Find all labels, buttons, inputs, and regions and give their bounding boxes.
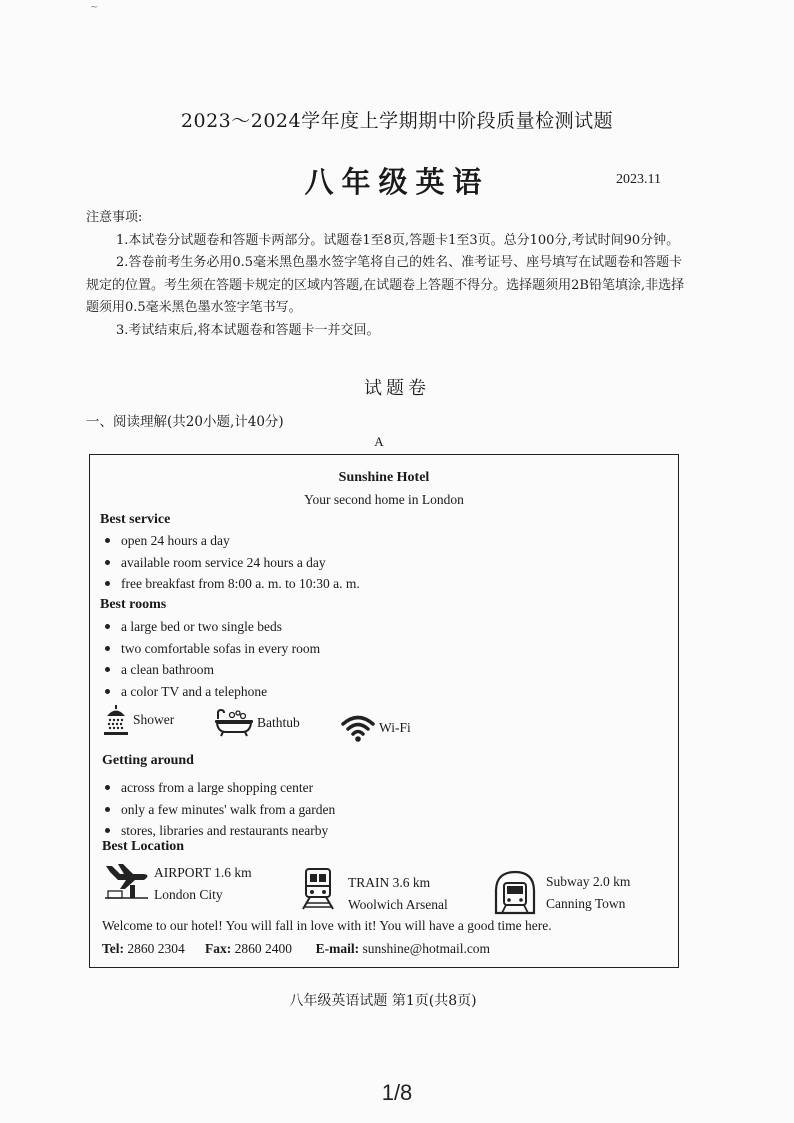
train-distance: TRAIN 3.6 km	[348, 875, 431, 890]
shower-icon	[102, 703, 130, 737]
bathtub-icon	[214, 709, 254, 737]
contact-info	[102, 941, 490, 957]
wifi-label: Wi-Fi	[379, 720, 411, 735]
list-item: only a few minutes' walk from a garden	[104, 799, 335, 821]
instruction-item: 1.本试卷分试题卷和答题卡两部分。试题卷1至8页,答题卡1至3页。总分100分,考试时间90分钟。	[116, 232, 680, 248]
subway-station: Canning Town	[546, 896, 626, 911]
subject-title: 八年级英语	[304, 165, 490, 199]
best-service-heading: Best service	[100, 512, 171, 527]
subway-location	[492, 869, 631, 919]
instruction-item: 3.考试结束后,将本试题卷和答题卡一并交回。	[116, 322, 380, 338]
getting-around-heading: Getting around	[102, 753, 194, 768]
hotel-name: Sunshine Hotel	[338, 470, 430, 485]
shower-amenity	[102, 703, 174, 737]
best-location-heading: Best Location	[102, 839, 185, 854]
hotel-slogan: Your second home in London	[304, 492, 464, 507]
bathtub-label: Bathtub	[257, 715, 300, 730]
exam-title: 2023～2024学年度上学期期中阶段质量检测试题	[180, 110, 614, 132]
bathtub-amenity	[214, 709, 300, 737]
tel-label: Tel:	[102, 941, 125, 956]
section-title: 试题卷	[364, 378, 430, 399]
page-counter: 1/8	[381, 1080, 413, 1105]
subway-icon	[492, 869, 538, 915]
instructions	[86, 207, 686, 342]
email-label: E-mail:	[315, 941, 360, 956]
passage-letter: A	[374, 434, 384, 449]
exam-date: 2023.11	[616, 172, 661, 187]
airport-distance: AIRPORT 1.6 km	[154, 865, 252, 880]
train-station: Woolwich Arsenal	[348, 897, 448, 912]
instruction-item: 2.答卷前考生务必用0.5毫米黑色墨水签字笔将自己的姓名、准考证号、座号填写在试题卷和答题卡规定的位置。考生须在答题卡规定的区域内答题,在试题卷上答题不得分。选择题须用2B铅笔填涂,非选择题须用0.5毫米黑色墨水签字笔书写。	[86, 255, 685, 315]
email-address: sunshine@hotmail.com	[362, 941, 491, 956]
tel-number: 2860 2304	[127, 941, 185, 956]
getting-around-list	[104, 777, 335, 842]
wifi-icon	[340, 713, 376, 743]
hotel-advertisement	[89, 454, 679, 968]
best-rooms-heading: Best rooms	[100, 597, 167, 612]
fax-label: Fax:	[205, 941, 232, 956]
airport-location	[104, 858, 252, 912]
corner-mark: ~	[90, 2, 99, 13]
list-item: across from a large shopping center	[104, 777, 335, 799]
instructions-heading: 注意事项:	[86, 210, 143, 225]
list-item: a color TV and a telephone	[104, 681, 320, 703]
list-item: a large bed or two single beds	[104, 616, 320, 638]
list-item: open 24 hours a day	[104, 530, 360, 552]
best-service-list	[104, 530, 360, 595]
list-item: stores, libraries and restaurants nearby	[104, 820, 335, 842]
wifi-amenity	[340, 713, 411, 743]
train-icon	[300, 867, 336, 911]
list-item: a clean bathroom	[104, 659, 320, 681]
airplane-icon	[104, 858, 154, 908]
list-item: two comfortable sofas in every room	[104, 638, 320, 660]
page-footer: 八年级英语试题 第1页(共8页)	[289, 993, 477, 1009]
part-title: 一、阅读理解(共20小题,计40分)	[86, 414, 284, 430]
list-item: free breakfast from 8:00 a. m. to 10:30 a. m.	[104, 573, 360, 595]
shower-label: Shower	[133, 712, 175, 727]
welcome-text: Welcome to our hotel! You will fall in love with it! You will have a good time here.	[102, 918, 552, 933]
best-rooms-list	[104, 616, 320, 702]
fax-number: 2860 2400	[234, 941, 293, 956]
airport-name: London City	[154, 887, 223, 902]
subway-distance: Subway 2.0 km	[546, 874, 631, 889]
train-location	[300, 867, 448, 915]
list-item: available room service 24 hours a day	[104, 552, 360, 574]
